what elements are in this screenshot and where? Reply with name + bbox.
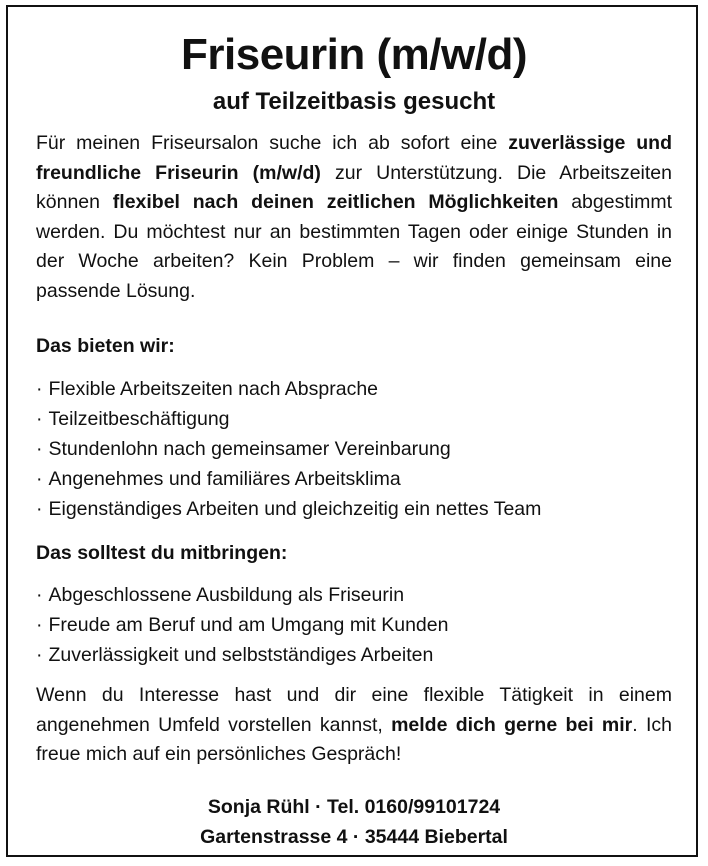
bullet-dot: · — [36, 378, 43, 400]
outro-text-1: Wenn du Interesse hast und dir eine flexible Tätigkeit in einem angenehmen Umfeld vorstellen kannst, — [36, 684, 672, 736]
bullet-dot: · — [36, 644, 43, 666]
bullet-dot: · — [36, 584, 43, 606]
list-item-text: Stundenlohn nach gemeinsamer Vereinbarung — [48, 438, 451, 460]
list-item — [36, 640, 672, 670]
list-item-text: Eigenständiges Arbeiten und gleichzeitig ein nettes Team — [48, 498, 542, 520]
list-item-text: Teilzeitbeschäftigung — [48, 408, 230, 430]
intro-text-2: zur Unterstützung. Die Arbeitszeiten können — [36, 161, 672, 213]
requirements-list — [36, 580, 672, 670]
outro-paragraph — [36, 681, 672, 770]
offer-heading: Das bieten wir: — [36, 335, 175, 357]
requirements-heading: Das solltest du mitbringen: — [36, 542, 288, 564]
bullet-dot: · — [36, 408, 43, 430]
list-item — [36, 494, 672, 524]
list-item-text: Abgeschlossene Ausbildung als Friseurin — [48, 584, 405, 606]
outro-bold-1: melde dich gerne bei mir — [391, 713, 633, 736]
contact-address: Gartenstrasse 4 · 35444 Biebertal — [200, 826, 508, 848]
list-item — [36, 404, 672, 434]
intro-bold-2: flexibel nach deinen zeitlichen Möglichkeiten — [112, 191, 559, 213]
list-item-text: Freude am Beruf und am Umgang mit Kunden — [48, 614, 449, 636]
intro-text-3: abgestimmt werden. Du möchtest nur an bestimmten Tagen oder einige Stunden in der Woche arbeiten? Kein Problem – wir finden gemeinsam eine passende Lösung. — [36, 191, 672, 302]
outro-text-2: . Ich freue mich auf ein persönliches Gespräch! — [36, 713, 672, 765]
ad-subtitle: auf Teilzeitbasis gesucht — [212, 88, 496, 115]
list-item — [36, 610, 672, 640]
intro-paragraph — [36, 129, 672, 306]
list-item — [36, 464, 672, 494]
intro-bold-1: zuverlässige und freundliche Friseurin (m/w/d) — [36, 132, 673, 184]
contact-name-phone: Sonja Rühl · Tel. 0160/99101724 — [207, 796, 501, 818]
job-ad-frame — [6, 5, 698, 857]
list-item — [36, 580, 672, 610]
offer-list — [36, 374, 672, 524]
bullet-dot: · — [36, 438, 43, 460]
list-item — [36, 434, 672, 464]
bullet-dot: · — [36, 614, 43, 636]
list-item-text: Zuverlässigkeit und selbstständiges Arbeiten — [48, 644, 434, 666]
list-item-text: Flexible Arbeitszeiten nach Absprache — [48, 378, 379, 400]
list-item — [36, 374, 672, 404]
bullet-dot: · — [36, 498, 43, 520]
bullet-dot: · — [36, 468, 43, 490]
intro-text-1: Für meinen Friseursalon suche ich ab sofort eine — [36, 132, 509, 154]
ad-title: Friseurin (m/w/d) — [181, 30, 527, 79]
list-item-text: Angenehmes und familiäres Arbeitsklima — [48, 468, 401, 490]
